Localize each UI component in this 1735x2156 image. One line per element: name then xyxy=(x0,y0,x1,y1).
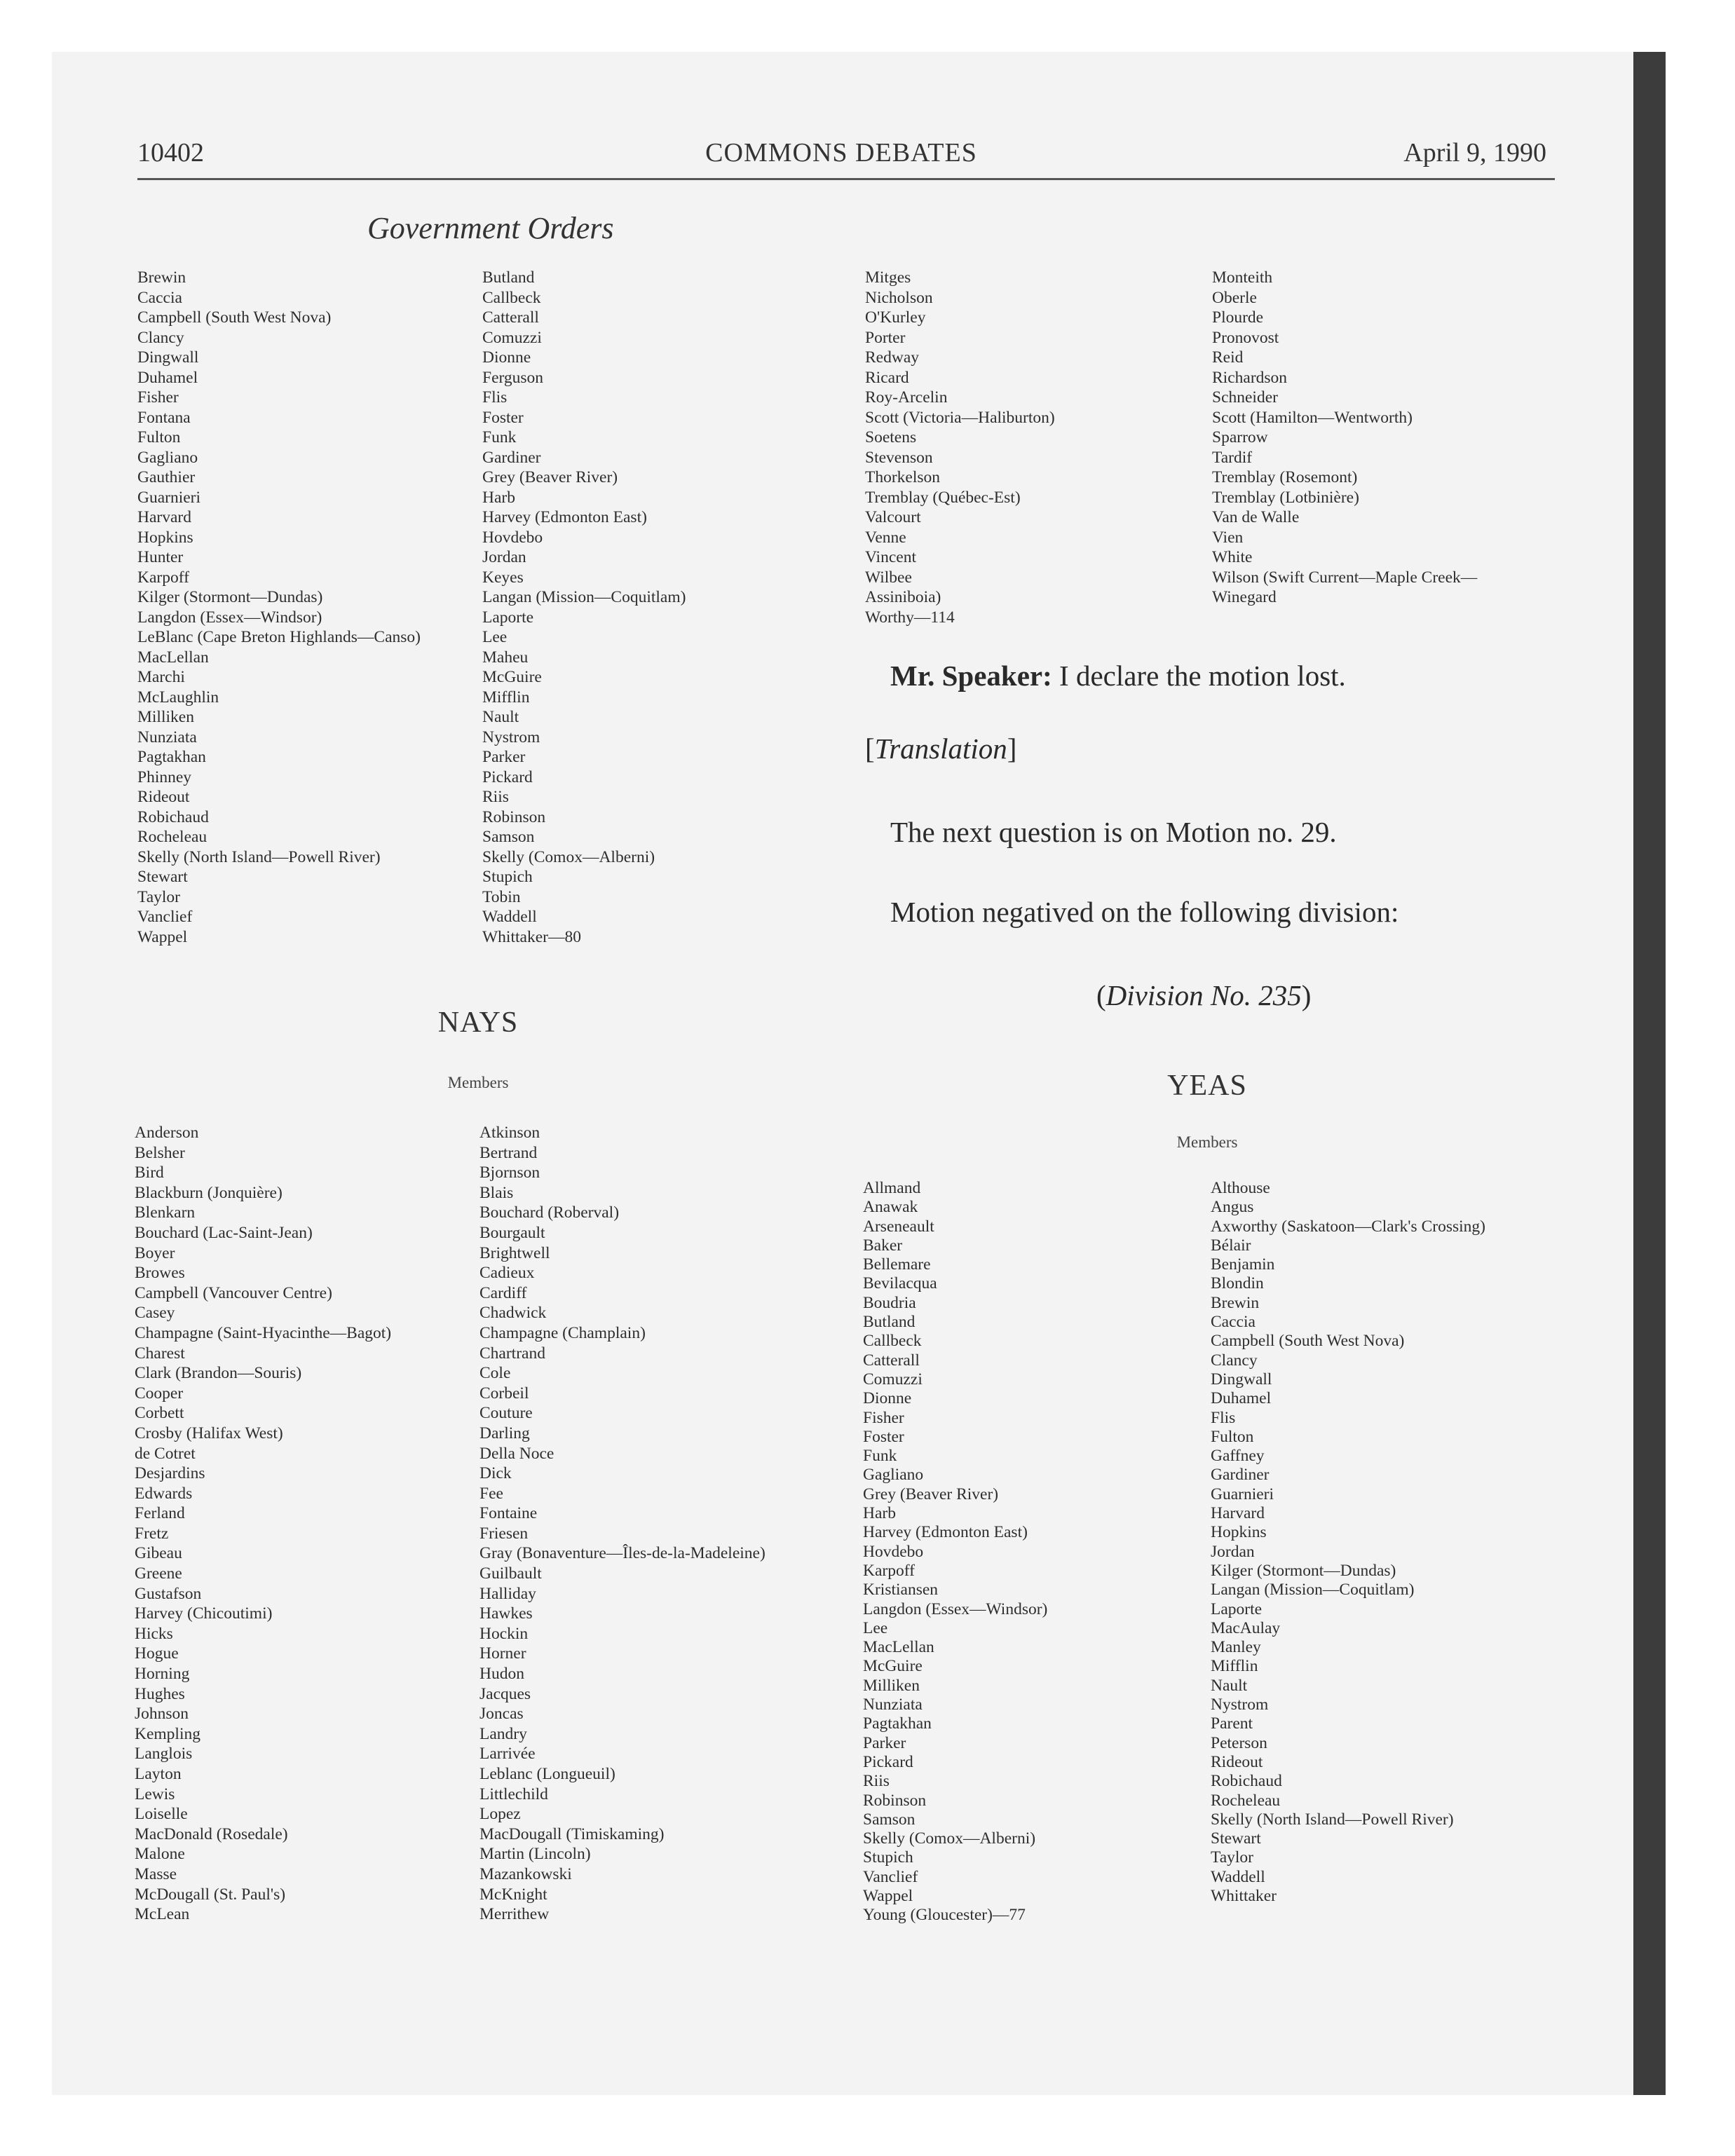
member-name: Hudon xyxy=(479,1665,524,1684)
member-name: Malone xyxy=(135,1845,185,1864)
member-name: Corbeil xyxy=(479,1384,529,1403)
member-name: Darling xyxy=(479,1424,530,1442)
member-name: Bjornson xyxy=(479,1164,540,1182)
member-name: Joncas xyxy=(479,1705,524,1724)
member-name: Maheu xyxy=(482,648,529,667)
member-name: Parent xyxy=(1211,1714,1253,1733)
member-name: de Cotret xyxy=(135,1444,196,1463)
member-name: Sparrow xyxy=(1212,428,1268,446)
member-name: Harvard xyxy=(137,508,191,526)
member-name: Gagliano xyxy=(137,448,198,467)
member-name: Tardif xyxy=(1212,448,1253,467)
member-name: Fisher xyxy=(863,1408,904,1427)
member-name: Tobin xyxy=(482,887,521,906)
page-date: April 9, 1990 xyxy=(1403,138,1546,168)
member-name: Redway xyxy=(865,348,920,367)
yeas-heading: YEAS xyxy=(1167,1070,1247,1102)
member-name: Keyes xyxy=(482,568,524,587)
member-name: Mitges xyxy=(865,268,911,287)
member-name: McLaughlin xyxy=(137,688,219,707)
member-name: Scott (Victoria—Haliburton) xyxy=(865,408,1055,427)
member-name: Boyer xyxy=(135,1243,175,1262)
member-name: McKnight xyxy=(479,1885,547,1904)
member-name: Phinney xyxy=(137,767,192,786)
section-title: Government Orders xyxy=(367,211,614,245)
member-name: Ferguson xyxy=(482,368,544,387)
member-name: MacLellan xyxy=(863,1638,934,1657)
member-name: Chartrand xyxy=(479,1344,545,1363)
member-name: Fee xyxy=(479,1484,503,1503)
member-name: Gardiner xyxy=(482,448,541,467)
member-name: McGuire xyxy=(863,1657,923,1676)
member-name: Funk xyxy=(863,1447,897,1466)
member-name: Foster xyxy=(863,1427,904,1446)
member-name: Stewart xyxy=(1211,1829,1261,1848)
member-name: Comuzzi xyxy=(482,328,542,347)
member-name: Couture xyxy=(479,1404,533,1423)
division-label: Division No. 235 xyxy=(1105,979,1302,1011)
member-name: Hovdebo xyxy=(482,528,543,547)
member-name: Thorkelson xyxy=(865,468,941,486)
member-name: Stupich xyxy=(482,868,533,886)
member-name: Peterson xyxy=(1211,1733,1267,1752)
member-name: Robinson xyxy=(482,807,546,826)
member-name: Monteith xyxy=(1212,268,1273,287)
member-name: Mazankowski xyxy=(479,1864,572,1883)
member-name: Fretz xyxy=(135,1524,169,1543)
member-name: Hovdebo xyxy=(863,1542,924,1561)
member-name: Leblanc (Longueuil) xyxy=(479,1765,615,1783)
member-name: Ricard xyxy=(865,368,909,387)
member-name: Comuzzi xyxy=(863,1370,923,1389)
member-name: Gauthier xyxy=(137,468,196,486)
member-name: Bevilacqua xyxy=(863,1274,937,1293)
member-name: Duhamel xyxy=(137,368,198,387)
motion-result: Motion negatived on the following division: xyxy=(890,896,1399,928)
member-name: Laporte xyxy=(1211,1599,1263,1618)
member-name: Harvey (Edmonton East) xyxy=(863,1523,1028,1542)
member-name: Vien xyxy=(1212,528,1244,547)
member-name: Martin (Lincoln) xyxy=(479,1845,591,1864)
member-name: Langan (Mission—Coquitlam) xyxy=(1211,1581,1415,1599)
member-name: Kilger (Stormont—Dundas) xyxy=(137,588,323,606)
member-name: Langan (Mission—Coquitlam) xyxy=(482,588,686,606)
member-name: Riis xyxy=(482,788,509,806)
member-name: Campbell (South West Nova) xyxy=(137,308,332,327)
member-name: Jacques xyxy=(479,1684,531,1703)
member-name: Nault xyxy=(482,708,519,726)
member-name: Browes xyxy=(135,1264,185,1283)
member-name: Caccia xyxy=(137,288,182,307)
member-name: Valcourt xyxy=(865,508,921,526)
member-name: Bouchard (Roberval) xyxy=(479,1203,620,1222)
member-name: Manley xyxy=(1211,1638,1261,1657)
member-name: Masse xyxy=(135,1864,177,1883)
member-name: Kristiansen xyxy=(863,1581,939,1599)
member-name: MacLellan xyxy=(137,648,209,667)
member-name: Baker xyxy=(863,1236,903,1255)
member-name: O'Kurley xyxy=(865,308,926,327)
member-name: Larrivée xyxy=(479,1745,536,1763)
member-name: Samson xyxy=(863,1810,916,1829)
member-name: Halliday xyxy=(479,1584,536,1603)
member-name: Flis xyxy=(1211,1408,1236,1427)
member-name: Parker xyxy=(863,1733,906,1752)
member-name: Worthy—114 xyxy=(865,608,955,627)
member-name: Waddell xyxy=(482,908,537,926)
member-name: Pagtakhan xyxy=(863,1714,932,1733)
prev-nays-column-2 xyxy=(482,268,686,947)
member-name: Pronovost xyxy=(1212,328,1279,347)
member-name: Dingwall xyxy=(1211,1370,1272,1389)
member-name: Bouchard (Lac-Saint-Jean) xyxy=(135,1223,313,1242)
member-name: Chadwick xyxy=(479,1304,547,1323)
member-name: Guilbault xyxy=(479,1564,542,1583)
member-name: Hughes xyxy=(135,1684,185,1703)
member-name: Nunziata xyxy=(137,728,197,746)
member-name: Catterall xyxy=(482,308,539,327)
member-name: Pagtakhan xyxy=(137,748,206,766)
member-name: Callbeck xyxy=(863,1332,922,1351)
member-name: Ferland xyxy=(135,1504,185,1523)
translation-marker: [Translation] xyxy=(865,732,1017,765)
member-name: Langdon (Essex—Windsor) xyxy=(137,608,322,627)
member-name: Fontaine xyxy=(479,1504,538,1523)
member-name: Tremblay (Rosemont) xyxy=(1212,468,1358,486)
member-name: Richardson xyxy=(1212,368,1288,387)
member-name: Schneider xyxy=(1212,388,1278,407)
member-name: Clark (Brandon—Souris) xyxy=(135,1364,302,1383)
header-rule xyxy=(137,178,1555,180)
member-name: Nystrom xyxy=(482,728,540,746)
member-name: Scott (Hamilton—Wentworth) xyxy=(1212,408,1413,427)
member-name: LeBlanc (Cape Breton Highlands—Canso) xyxy=(137,628,421,646)
member-name: Karpoff xyxy=(137,568,189,587)
member-name: Stewart xyxy=(137,868,188,886)
member-name: Boudria xyxy=(863,1293,916,1312)
member-name: Cole xyxy=(479,1364,511,1383)
member-name: Cardiff xyxy=(479,1283,527,1302)
member-name: Clancy xyxy=(137,328,184,347)
member-name: Kempling xyxy=(135,1724,200,1743)
member-name: Dionne xyxy=(863,1389,912,1408)
member-name: Callbeck xyxy=(482,288,541,307)
member-name: Champagne (Saint-Hyacinthe—Bagot) xyxy=(135,1323,392,1342)
member-name: Waddell xyxy=(1211,1867,1265,1886)
member-name: Harvey (Edmonton East) xyxy=(482,508,647,526)
member-name: Skelly (North Island—Powell River) xyxy=(137,847,381,866)
member-name: Landry xyxy=(479,1724,527,1743)
member-name: Grey (Beaver River) xyxy=(482,468,618,486)
member-name: Assiniboia) xyxy=(865,588,941,606)
member-name: Butland xyxy=(482,268,535,287)
member-name: Rocheleau xyxy=(1211,1791,1281,1810)
member-name: Crosby (Halifax West) xyxy=(135,1424,283,1442)
member-name: Wappel xyxy=(863,1886,913,1905)
member-name: Lee xyxy=(863,1618,888,1637)
member-name: Butland xyxy=(863,1313,916,1332)
member-name: Duhamel xyxy=(1211,1389,1272,1408)
member-name: Marchi xyxy=(137,668,185,686)
member-name: Belsher xyxy=(135,1143,185,1162)
member-name: Jordan xyxy=(1211,1542,1255,1561)
member-name: Skelly (Comox—Alberni) xyxy=(863,1829,1036,1848)
member-name: White xyxy=(1212,548,1253,566)
member-name: MacAulay xyxy=(1211,1618,1281,1637)
member-name: Blackburn (Jonquière) xyxy=(135,1183,283,1202)
member-name: Layton xyxy=(135,1765,182,1783)
member-name: Wilson (Swift Current—Maple Creek— xyxy=(1212,568,1478,587)
member-name: Clancy xyxy=(1211,1351,1258,1370)
nays-column-3 xyxy=(865,268,1055,627)
division-number: (Division No. 235) xyxy=(1096,979,1312,1011)
member-name: Dingwall xyxy=(137,348,199,367)
member-name: Anderson xyxy=(135,1124,199,1142)
member-name: Mifflin xyxy=(1211,1657,1258,1676)
member-name: Wilbee xyxy=(865,568,912,587)
yeas-column-1 xyxy=(863,1179,1047,1925)
member-name: Harvey (Chicoutimi) xyxy=(135,1604,273,1623)
yeas-column-2 xyxy=(1211,1179,1485,1906)
member-name: Gardiner xyxy=(1211,1466,1270,1485)
member-name: Littlechild xyxy=(479,1785,548,1803)
member-name: Loiselle xyxy=(135,1805,188,1824)
member-name: Stevenson xyxy=(865,448,933,467)
member-name: Edwards xyxy=(135,1484,193,1503)
member-name: Friesen xyxy=(479,1524,529,1543)
member-name: Casey xyxy=(135,1304,175,1323)
member-name: Allmand xyxy=(863,1179,921,1197)
member-name: Brightwell xyxy=(479,1243,550,1262)
member-name: Langlois xyxy=(135,1745,193,1763)
member-name: Bélair xyxy=(1211,1236,1251,1255)
member-name: Young (Gloucester)—77 xyxy=(863,1906,1026,1925)
member-name: Gustafson xyxy=(135,1584,202,1603)
member-name: Skelly (North Island—Powell River) xyxy=(1211,1810,1454,1829)
member-name: Champagne (Champlain) xyxy=(479,1323,646,1342)
member-name: Hopkins xyxy=(137,528,193,547)
member-name: Kilger (Stormont—Dundas) xyxy=(1211,1561,1396,1580)
member-name: Nicholson xyxy=(865,288,933,307)
member-name: Gagliano xyxy=(863,1466,924,1485)
member-name: Bellemare xyxy=(863,1255,931,1274)
member-name: Pickard xyxy=(863,1752,913,1771)
binding-edge xyxy=(1633,52,1666,2095)
member-name: Nunziata xyxy=(863,1696,923,1714)
member-name: Laporte xyxy=(482,608,534,627)
member-name: Merrithew xyxy=(479,1905,550,1924)
member-name: Campbell (South West Nova) xyxy=(1211,1332,1405,1351)
member-name: Lewis xyxy=(135,1785,175,1803)
member-name: MacDonald (Rosedale) xyxy=(135,1824,288,1843)
member-name: Anawak xyxy=(863,1198,918,1217)
next-question: The next question is on Motion no. 29. xyxy=(890,816,1337,848)
member-name: Hunter xyxy=(137,548,184,566)
member-name: Tremblay (Lotbinière) xyxy=(1212,488,1359,507)
member-name: Atkinson xyxy=(479,1124,540,1142)
member-name: Hicks xyxy=(135,1624,173,1643)
page-number: 10402 xyxy=(137,138,204,168)
member-name: Lee xyxy=(482,628,508,646)
member-name: Roy-Arcelin xyxy=(865,388,948,407)
member-name: Cooper xyxy=(135,1384,184,1403)
member-name: Robichaud xyxy=(1211,1772,1282,1791)
member-name: Gibeau xyxy=(135,1544,182,1563)
member-name: Vanclief xyxy=(863,1867,918,1886)
member-name: Charest xyxy=(135,1344,185,1363)
member-name: Soetens xyxy=(865,428,917,446)
member-name: Venne xyxy=(865,528,906,547)
member-name: Blondin xyxy=(1211,1274,1264,1293)
nays-heading: NAYS xyxy=(437,1007,519,1039)
member-name: Jordan xyxy=(482,548,526,566)
prev-nays-column-1 xyxy=(137,268,421,947)
member-name: Althouse xyxy=(1211,1179,1270,1197)
member-name: Parker xyxy=(482,748,526,766)
speaker-text: I declare the motion lost. xyxy=(1052,660,1346,692)
member-name: Oberle xyxy=(1212,288,1257,307)
member-name: Riis xyxy=(863,1772,890,1791)
member-name: Skelly (Comox—Alberni) xyxy=(482,847,655,866)
member-name: Taylor xyxy=(1211,1848,1253,1867)
member-name: Angus xyxy=(1211,1198,1254,1217)
member-name: Rideout xyxy=(137,788,190,806)
member-name: Karpoff xyxy=(863,1561,915,1580)
member-name: Brewin xyxy=(137,268,186,287)
member-name: Grey (Beaver River) xyxy=(863,1485,999,1503)
member-name: Nystrom xyxy=(1211,1696,1269,1714)
member-name: Catterall xyxy=(863,1351,920,1370)
member-name: Guarnieri xyxy=(1211,1485,1274,1503)
member-name: Taylor xyxy=(137,887,180,906)
yeas-members-label: Members xyxy=(1176,1133,1238,1151)
member-name: Horning xyxy=(135,1665,190,1684)
member-name: Hogue xyxy=(135,1644,179,1663)
member-name: Reid xyxy=(1212,348,1244,367)
nays-column-4 xyxy=(1212,268,1477,608)
nays-members-label: Members xyxy=(447,1074,509,1091)
member-name: Whittaker—80 xyxy=(482,927,581,946)
speaker-statement xyxy=(890,659,1346,692)
member-name: Tremblay (Québec-Est) xyxy=(865,488,1021,507)
translation-label: Translation xyxy=(874,732,1007,765)
member-name: Bourgault xyxy=(479,1223,545,1242)
member-name: Flis xyxy=(482,388,508,407)
nays-column-1 xyxy=(135,1123,391,1925)
member-name: McLean xyxy=(135,1905,190,1924)
member-name: Harb xyxy=(482,488,515,507)
member-name: Hockin xyxy=(479,1624,529,1643)
member-name: Whittaker xyxy=(1211,1886,1277,1905)
member-name: Lopez xyxy=(479,1805,521,1824)
member-name: Rideout xyxy=(1211,1752,1263,1771)
member-name: Samson xyxy=(482,828,535,846)
member-name: Della Noce xyxy=(479,1444,554,1463)
member-name: Wappel xyxy=(137,927,188,946)
member-name: Harvard xyxy=(1211,1504,1265,1523)
member-name: Benjamin xyxy=(1211,1255,1275,1274)
member-name: Porter xyxy=(865,328,906,347)
member-name: MacDougall (Timiskaming) xyxy=(479,1824,665,1843)
member-name: Vincent xyxy=(865,548,916,566)
member-name: Mifflin xyxy=(482,688,530,707)
member-name: McGuire xyxy=(482,668,542,686)
member-name: McDougall (St. Paul's) xyxy=(135,1885,286,1904)
member-name: Blais xyxy=(479,1183,514,1202)
member-name: Guarnieri xyxy=(137,488,201,507)
member-name: Bertrand xyxy=(479,1143,538,1162)
member-name: Robichaud xyxy=(137,807,209,826)
member-name: Nault xyxy=(1211,1676,1248,1695)
member-name: Johnson xyxy=(135,1705,189,1724)
member-name: Fulton xyxy=(1211,1427,1254,1446)
member-name: Plourde xyxy=(1212,308,1264,327)
member-name: Dionne xyxy=(482,348,531,367)
member-name: Corbett xyxy=(135,1404,184,1423)
member-name: Fontana xyxy=(137,408,191,427)
member-name: Gaffney xyxy=(1211,1447,1265,1466)
member-name: Fisher xyxy=(137,388,179,407)
member-name: Cadieux xyxy=(479,1264,535,1283)
member-name: Gray (Bonaventure—Îles-de-la-Madeleine) xyxy=(479,1544,766,1563)
member-name: Arseneault xyxy=(863,1217,934,1236)
member-name: Blenkarn xyxy=(135,1203,196,1222)
member-name: Milliken xyxy=(863,1676,920,1695)
member-name: Winegard xyxy=(1212,588,1277,606)
member-name: Brewin xyxy=(1211,1293,1260,1312)
nays-column-2 xyxy=(479,1123,766,1925)
member-name: Harb xyxy=(863,1504,896,1523)
member-name: Funk xyxy=(482,428,517,446)
member-name: Bird xyxy=(135,1164,164,1182)
member-name: Hopkins xyxy=(1211,1523,1267,1542)
member-name: Horner xyxy=(479,1644,526,1663)
member-name: Dick xyxy=(479,1464,512,1483)
publication-title: COMMONS DEBATES xyxy=(705,138,977,168)
member-name: Vanclief xyxy=(137,908,193,926)
member-name: Caccia xyxy=(1211,1313,1256,1332)
member-name: Foster xyxy=(482,408,524,427)
speaker-name: Mr. Speaker: xyxy=(890,660,1052,692)
member-name: Pickard xyxy=(482,767,533,786)
member-name: Fulton xyxy=(137,428,181,446)
member-name: Van de Walle xyxy=(1212,508,1300,526)
member-name: Desjardins xyxy=(135,1464,205,1483)
member-name: Axworthy (Saskatoon—Clark's Crossing) xyxy=(1211,1217,1485,1236)
member-name: Campbell (Vancouver Centre) xyxy=(135,1283,332,1302)
member-name: Hawkes xyxy=(479,1604,533,1623)
member-name: Robinson xyxy=(863,1791,927,1810)
member-name: Stupich xyxy=(863,1848,913,1867)
member-name: Langdon (Essex—Windsor) xyxy=(863,1599,1048,1618)
member-name: Milliken xyxy=(137,708,194,726)
member-name: Greene xyxy=(135,1564,182,1583)
member-name: Rocheleau xyxy=(137,828,207,846)
